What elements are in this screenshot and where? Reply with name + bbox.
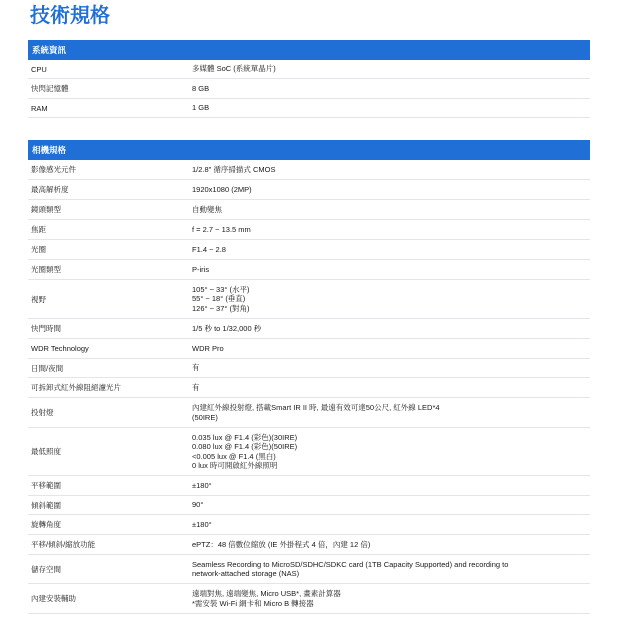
spec-value-line: <0.005 lux @ F1.4 (黑白) [192, 451, 276, 461]
spec-label: 儲存空間 [31, 564, 61, 574]
spec-value [192, 361, 590, 375]
spec-value-line: F1.4 ~ 2.8 [192, 244, 226, 254]
spec-value-line: 多媒體 SoC (系統單晶片) [192, 64, 276, 74]
page-title: 技術規格 [30, 5, 110, 27]
spec-value [192, 101, 590, 115]
spec-label: 平移範圍 [31, 481, 61, 490]
spec-value-line: 55° ~ 18° (垂直) [192, 294, 246, 304]
spec-value-line: ±180° [192, 519, 212, 529]
spec-value [192, 431, 590, 473]
spec-value-line: 1920x1080 (2MP) [192, 184, 252, 194]
spec-section-1 [28, 140, 590, 614]
spec-value [192, 401, 590, 424]
section-header: 相機規格 [28, 140, 590, 160]
spec-value [192, 587, 590, 610]
spec-label: 鏡頭類型 [31, 205, 61, 214]
spec-value-line: 8 GB [192, 83, 210, 93]
spec-label: 最高解析度 [31, 185, 69, 194]
spec-value-line: 105° ~ 33° (水平) [192, 284, 250, 294]
spec-value-line: 1 GB [192, 103, 210, 113]
spec-row [28, 555, 590, 584]
spec-value-line: 0.080 lux @ F1.4 (彩色)(50IRE) [192, 442, 298, 451]
spec-value-line: f = 2.7 ~ 13.5 mm [192, 224, 251, 234]
spec-label: 快門時間 [31, 324, 61, 333]
spec-row [28, 240, 590, 260]
spec-value-line: 有 [192, 382, 200, 392]
spec-section-0 [28, 40, 590, 118]
spec-label: 內建安裝輔助 [31, 594, 76, 603]
spec-label: 傾斜範圍 [31, 500, 61, 510]
spec-value [192, 479, 590, 493]
spec-row [28, 476, 590, 496]
spec-row [28, 515, 590, 535]
spec-label: 可拆卸式紅外線阻絕濾光片 [31, 383, 121, 392]
spec-row [28, 220, 590, 240]
spec-label: 最低照度 [31, 447, 61, 456]
spec-label: CPU [31, 64, 47, 74]
spec-row [28, 200, 590, 220]
spec-value [192, 538, 590, 552]
spec-label: RAM [31, 103, 48, 113]
spec-value [192, 203, 590, 217]
spec-value-line: 內建紅外線投射燈, 搭載Smart IR II 時, 最遠有效可達50公尺, 紅外線 LED*4 [192, 403, 440, 412]
section-header: 系統資訊 [28, 40, 590, 60]
spec-value-line: 90° [192, 500, 204, 510]
spec-row [28, 398, 590, 428]
spec-value [192, 498, 590, 512]
spec-label: 旋轉角度 [31, 520, 61, 529]
spec-value-line: 自動變焦 [192, 204, 222, 214]
spec-row [28, 260, 590, 280]
spec-row [28, 535, 590, 555]
spec-label: WDR Technology [31, 344, 89, 353]
spec-value [192, 183, 590, 197]
spec-value-line: ±180° [192, 480, 212, 490]
spec-value-line: Seamless Recording to MicroSD/SDHC/SDKC card (1TB Capacity Supported) and recording to [192, 559, 509, 569]
spec-value [192, 263, 590, 277]
spec-value-line: WDR Pro [192, 343, 224, 353]
spec-value-line: 126° ~ 37° (對角) [192, 303, 250, 313]
spec-value-line: 0.035 lux @ F1.4 (彩色)(30IRE) [192, 432, 298, 442]
spec-label: 投射燈 [31, 408, 54, 417]
spec-row [28, 280, 590, 319]
spec-label: 影像感光元件 [31, 165, 76, 174]
spec-value [192, 322, 590, 336]
spec-row [28, 60, 590, 79]
spec-label: 快閃記憶體 [31, 84, 69, 93]
spec-row [28, 496, 590, 515]
spec-label: 日間/夜間 [31, 363, 64, 373]
spec-row [28, 378, 590, 398]
spec-value-line: (50IRE) [192, 412, 218, 422]
spec-value-line: P-iris [192, 264, 210, 274]
spec-row [28, 359, 590, 378]
spec-value [192, 283, 590, 316]
spec-row [28, 180, 590, 200]
spec-value-line: 1/2.8" 循序掃描式 CMOS [192, 164, 276, 174]
spec-value [192, 342, 590, 356]
spec-value [192, 62, 590, 76]
spec-label: 光圈類型 [31, 265, 61, 274]
spec-value-line: ePTZ：48 倍數位縮放 (IE 外掛程式 4 倍，內建 12 倍) [192, 539, 371, 549]
spec-row [28, 584, 590, 614]
spec-label: 光圈 [31, 245, 46, 254]
spec-value-line: 0 lux 時可開啟紅外線照明 [192, 461, 278, 470]
spec-row [28, 99, 590, 118]
spec-value [192, 163, 590, 177]
spec-value-line: network-attached storage (NAS) [192, 569, 300, 578]
spec-value [192, 223, 590, 237]
spec-row [28, 160, 590, 180]
spec-row [28, 79, 590, 99]
spec-value-line: 有 [192, 363, 200, 373]
spec-label: 焦距 [31, 225, 46, 234]
spec-value [192, 558, 590, 581]
spec-label: 視野 [31, 294, 46, 304]
spec-value [192, 381, 590, 395]
spec-value [192, 243, 590, 257]
spec-value-line: 1/5 秒 to 1/32,000 秒 [192, 323, 262, 333]
spec-row [28, 339, 590, 359]
spec-value-line: *需安裝 Wi-Fi 網卡和 Micro B 轉接器 [192, 598, 314, 608]
spec-row [28, 319, 590, 339]
spec-value [192, 518, 590, 532]
spec-row [28, 428, 590, 476]
spec-label: 平移/傾斜/縮放功能 [31, 540, 96, 549]
spec-value [192, 82, 590, 96]
spec-value-line: 遠端對焦, 遠端變焦, Micro USB*, 畫素計算器 [192, 589, 341, 598]
